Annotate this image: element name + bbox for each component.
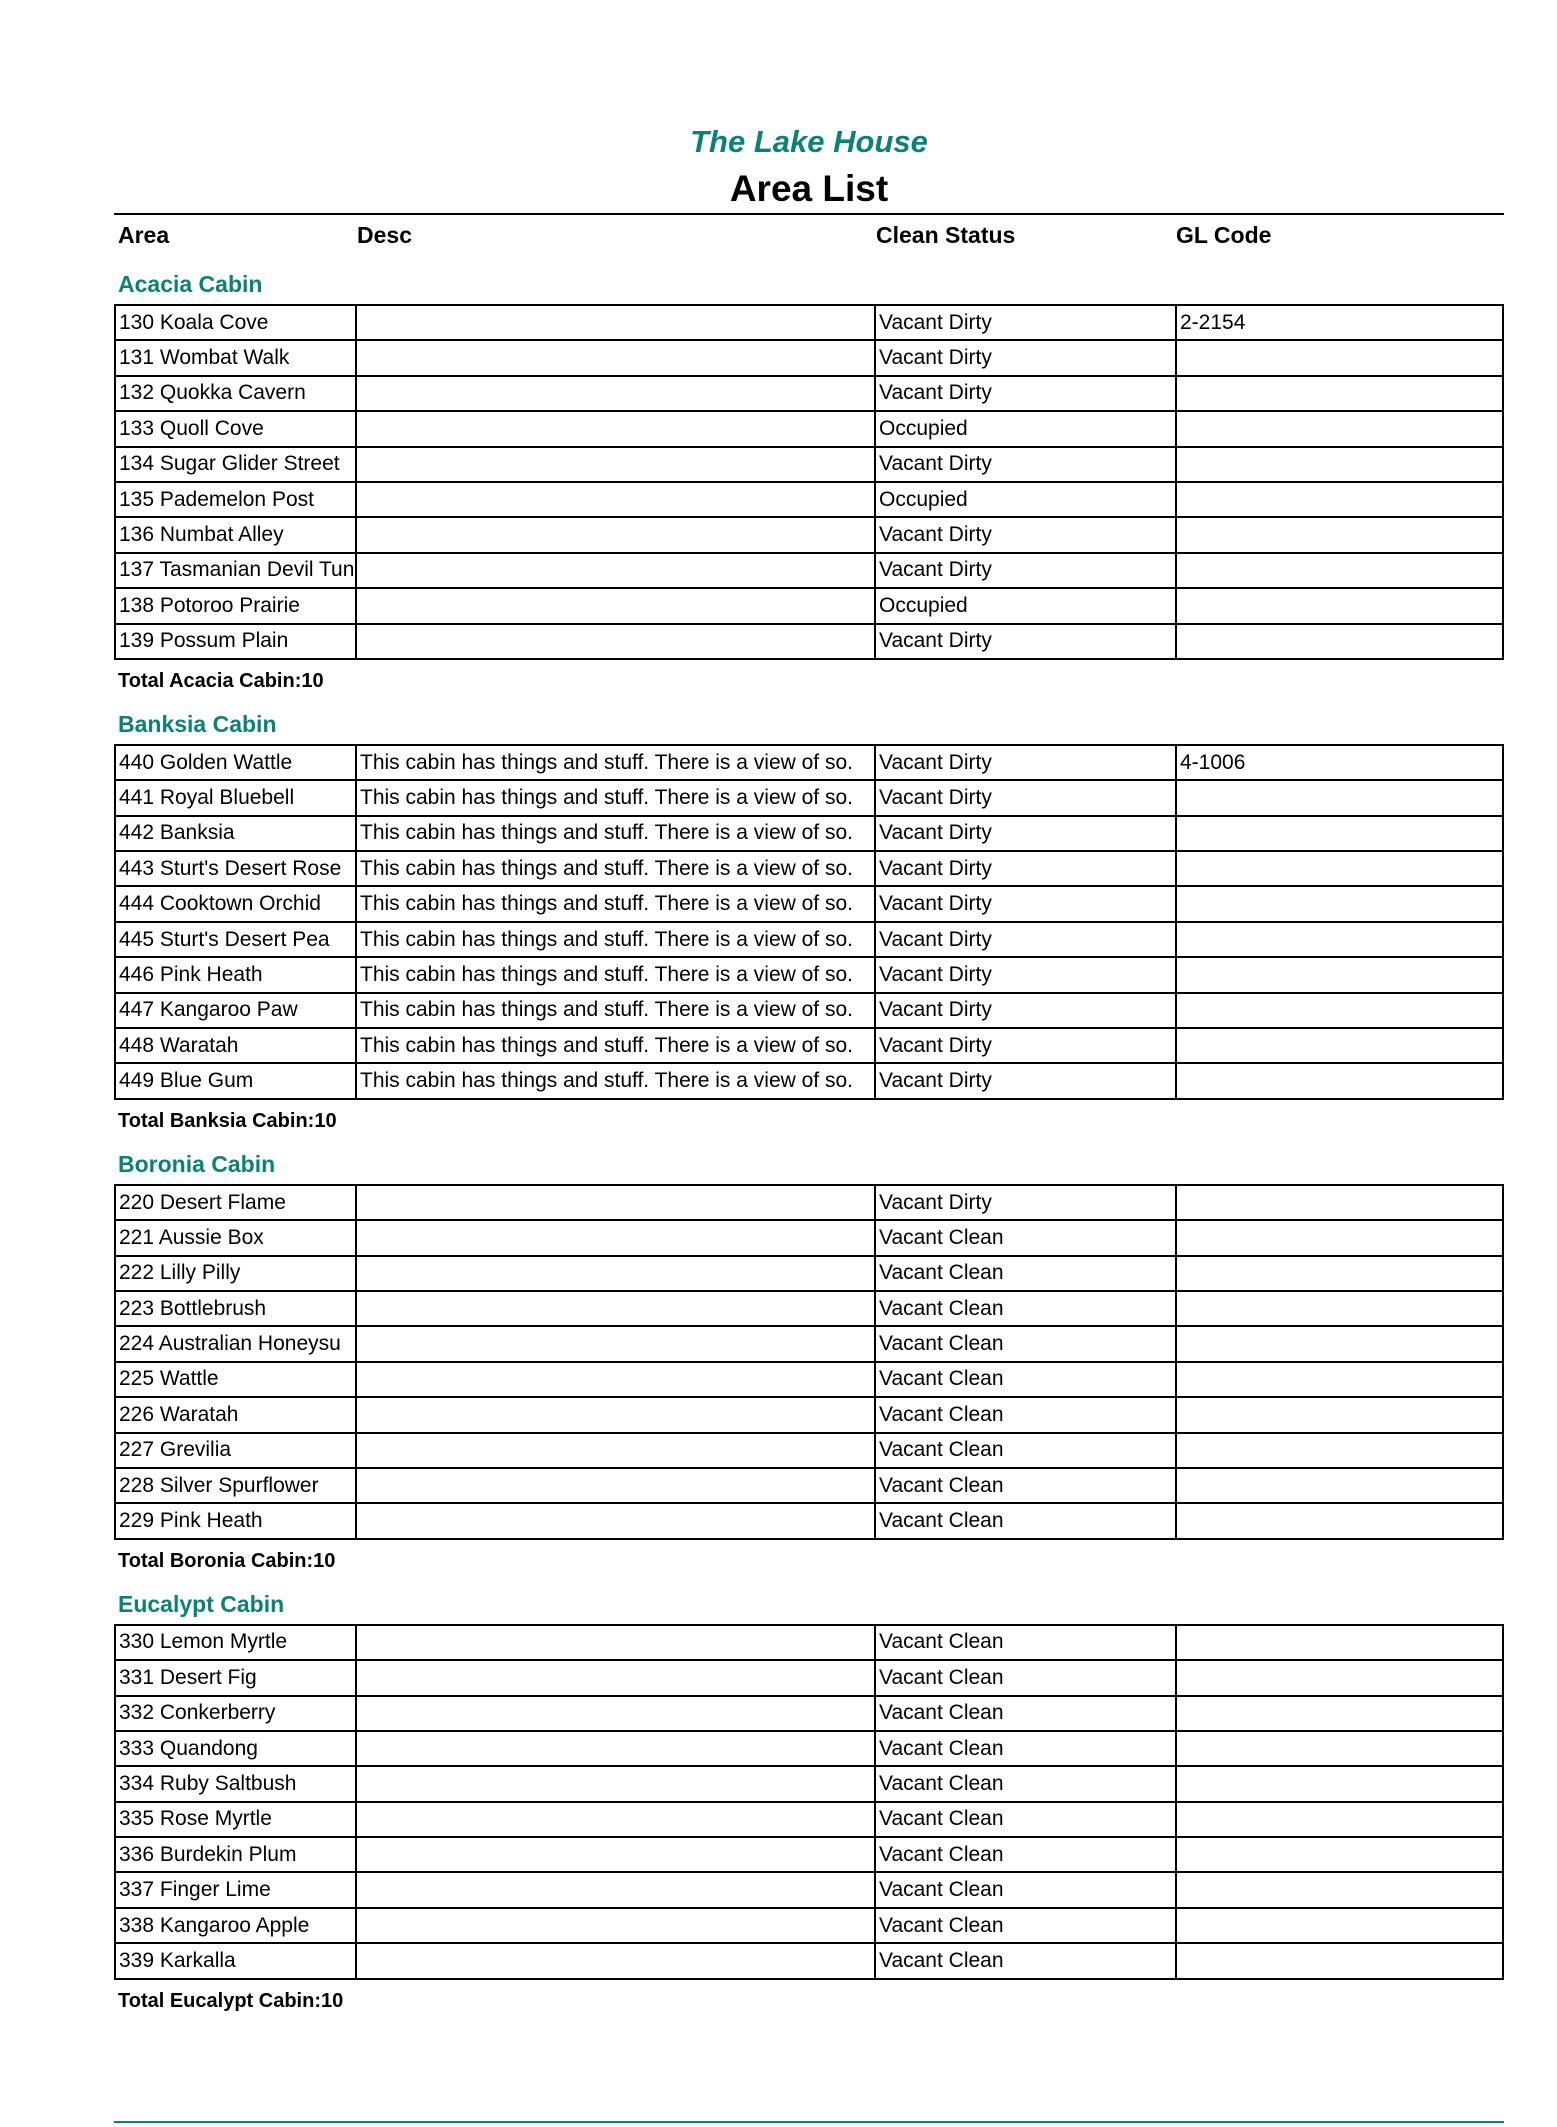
gl-code-cell <box>1176 1220 1503 1255</box>
gl-code-cell <box>1176 780 1503 815</box>
table-row <box>115 780 1503 815</box>
area-cell: 221 Aussie Box <box>115 1220 356 1255</box>
gl-code-cell <box>1176 1837 1503 1872</box>
area-cell: 227 Grevilia <box>115 1433 356 1468</box>
gl-code-cell <box>1176 1908 1503 1943</box>
gl-code-cell <box>1176 1397 1503 1432</box>
table-row <box>115 1063 1503 1098</box>
area-cell: 136 Numbat Alley <box>115 517 356 552</box>
area-cell: 130 Koala Cove <box>115 305 356 340</box>
desc-cell: This cabin has things and stuff. There is a view of so. <box>356 922 875 957</box>
area-group <box>114 704 1504 1142</box>
table-row <box>115 340 1503 375</box>
table-row <box>115 1362 1503 1397</box>
area-cell: 228 Silver Spurflower <box>115 1468 356 1503</box>
group-title: Acacia Cabin <box>118 271 263 297</box>
gl-code-cell <box>1176 517 1503 552</box>
gl-code-cell <box>1176 1362 1503 1397</box>
clean-status-cell: Vacant Dirty <box>875 780 1176 815</box>
clean-status-cell: Vacant Dirty <box>875 851 1176 886</box>
clean-status-cell: Vacant Clean <box>875 1837 1176 1872</box>
table-row <box>115 1291 1503 1326</box>
table-row <box>115 1731 1503 1766</box>
table-row <box>115 1943 1503 1978</box>
desc-cell <box>356 1291 875 1326</box>
gl-code-cell <box>1176 588 1503 623</box>
desc-cell <box>356 553 875 588</box>
area-cell: 134 Sugar Glider Street <box>115 447 356 482</box>
clean-status-cell: Vacant Dirty <box>875 1185 1176 1220</box>
clean-status-cell: Vacant Clean <box>875 1397 1176 1432</box>
clean-status-cell: Vacant Clean <box>875 1433 1176 1468</box>
area-cell: 138 Potoroo Prairie <box>115 588 356 623</box>
table-row <box>115 1256 1503 1291</box>
desc-cell <box>356 340 875 375</box>
table-row <box>115 1837 1503 1872</box>
gl-code-cell <box>1176 1766 1503 1801</box>
clean-status-cell: Vacant Dirty <box>875 376 1176 411</box>
table-row <box>115 1908 1503 1943</box>
desc-cell <box>356 517 875 552</box>
gl-code-cell <box>1176 1872 1503 1907</box>
clean-status-cell: Vacant Dirty <box>875 886 1176 921</box>
gl-code-cell <box>1176 1185 1503 1220</box>
desc-cell <box>356 1872 875 1907</box>
clean-status-cell: Vacant Dirty <box>875 517 1176 552</box>
gl-code-cell <box>1176 1326 1503 1361</box>
gl-code-cell <box>1176 1063 1503 1098</box>
gl-code-cell <box>1176 1028 1503 1063</box>
desc-cell: This cabin has things and stuff. There is a view of so. <box>356 1028 875 1063</box>
desc-cell <box>356 1220 875 1255</box>
desc-cell <box>356 1397 875 1432</box>
area-cell: 337 Finger Lime <box>115 1872 356 1907</box>
area-table <box>114 1624 1504 1980</box>
clean-status-cell: Vacant Dirty <box>875 957 1176 992</box>
table-row <box>115 1433 1503 1468</box>
gl-code-cell <box>1176 816 1503 851</box>
area-cell: 444 Cooktown Orchid <box>115 886 356 921</box>
area-cell: 442 Banksia <box>115 816 356 851</box>
clean-status-cell: Vacant Clean <box>875 1696 1176 1731</box>
gl-code-cell <box>1176 922 1503 957</box>
gl-code-cell <box>1176 340 1503 375</box>
desc-cell <box>356 1256 875 1291</box>
gl-code-cell <box>1176 1433 1503 1468</box>
area-cell: 338 Kangaroo Apple <box>115 1908 356 1943</box>
clean-status-cell: Vacant Dirty <box>875 553 1176 588</box>
area-cell: 225 Wattle <box>115 1362 356 1397</box>
desc-cell: This cabin has things and stuff. There is a view of so. <box>356 816 875 851</box>
desc-cell <box>356 447 875 482</box>
group-title: Boronia Cabin <box>118 1150 276 1177</box>
area-cell: 334 Ruby Saltbush <box>115 1766 356 1801</box>
clean-status-cell: Vacant Clean <box>875 1503 1176 1538</box>
desc-cell: This cabin has things and stuff. There is a view of so. <box>356 780 875 815</box>
clean-status-cell: Vacant Dirty <box>875 993 1176 1028</box>
desc-cell <box>356 1660 875 1695</box>
table-row <box>115 517 1503 552</box>
area-cell: 445 Sturt's Desert Pea <box>115 922 356 957</box>
desc-cell <box>356 624 875 659</box>
desc-cell <box>356 1625 875 1660</box>
table-row <box>115 624 1503 659</box>
desc-cell <box>356 1185 875 1220</box>
area-cell: 441 Royal Bluebell <box>115 780 356 815</box>
area-cell: 224 Australian Honeysu <box>115 1326 356 1361</box>
clean-status-cell: Vacant Clean <box>875 1256 1176 1291</box>
table-row <box>115 482 1503 517</box>
area-cell: 447 Kangaroo Paw <box>115 993 356 1028</box>
desc-cell <box>356 1731 875 1766</box>
clean-status-cell: Vacant Dirty <box>875 816 1176 851</box>
desc-cell <box>356 1943 875 1978</box>
desc-cell: This cabin has things and stuff. There is a view of so. <box>356 851 875 886</box>
clean-status-cell: Vacant Clean <box>875 1908 1176 1943</box>
area-table <box>114 744 1504 1100</box>
column-header-area: Area <box>118 222 170 248</box>
group-title: Banksia Cabin <box>118 710 277 737</box>
area-cell: 137 Tasmanian Devil Tun <box>115 553 356 588</box>
gl-code-cell <box>1176 993 1503 1028</box>
page-title: Area List <box>729 168 889 209</box>
desc-cell <box>356 1326 875 1361</box>
desc-cell: This cabin has things and stuff. There is a view of so. <box>356 886 875 921</box>
clean-status-cell: Vacant Clean <box>875 1362 1176 1397</box>
table-row <box>115 1468 1503 1503</box>
gl-code-cell <box>1176 1291 1503 1326</box>
clean-status-cell: Vacant Clean <box>875 1625 1176 1660</box>
area-cell: 448 Waratah <box>115 1028 356 1063</box>
desc-cell <box>356 1433 875 1468</box>
gl-code-cell <box>1176 1468 1503 1503</box>
table-row <box>115 993 1503 1028</box>
desc-cell <box>356 1766 875 1801</box>
clean-status-cell: Vacant Dirty <box>875 624 1176 659</box>
gl-code-cell <box>1176 1943 1503 1978</box>
table-row <box>115 851 1503 886</box>
gl-code-cell <box>1176 957 1503 992</box>
table-row <box>115 816 1503 851</box>
table-row <box>115 1696 1503 1731</box>
desc-cell <box>356 1468 875 1503</box>
area-table <box>114 1184 1504 1540</box>
gl-code-cell <box>1176 1503 1503 1538</box>
table-row <box>115 922 1503 957</box>
area-cell: 335 Rose Myrtle <box>115 1802 356 1837</box>
clean-status-cell: Vacant Dirty <box>875 1028 1176 1063</box>
area-table <box>114 304 1504 660</box>
desc-cell <box>356 588 875 623</box>
column-header-clean-status: Clean Status <box>876 222 1016 248</box>
area-cell: 443 Sturt's Desert Rose <box>115 851 356 886</box>
table-row <box>115 1028 1503 1063</box>
area-cell: 139 Possum Plain <box>115 624 356 659</box>
gl-code-cell <box>1176 447 1503 482</box>
clean-status-cell: Vacant Clean <box>875 1220 1176 1255</box>
gl-code-cell <box>1176 1256 1503 1291</box>
clean-status-cell: Vacant Dirty <box>875 1063 1176 1098</box>
desc-cell <box>356 376 875 411</box>
table-row <box>115 1503 1503 1538</box>
table-row <box>115 886 1503 921</box>
clean-status-cell: Vacant Clean <box>875 1731 1176 1766</box>
area-cell: 133 Quoll Cove <box>115 411 356 446</box>
area-cell: 330 Lemon Myrtle <box>115 1625 356 1660</box>
gl-code-cell <box>1176 886 1503 921</box>
group-title: Eucalypt Cabin <box>118 1590 285 1617</box>
table-row <box>115 1660 1503 1695</box>
clean-status-cell: Occupied <box>875 588 1176 623</box>
title-divider <box>114 213 1504 215</box>
area-cell: 339 Karkalla <box>115 1943 356 1978</box>
gl-code-cell <box>1176 1802 1503 1837</box>
area-cell: 333 Quandong <box>115 1731 356 1766</box>
clean-status-cell: Vacant Clean <box>875 1326 1176 1361</box>
clean-status-cell: Vacant Clean <box>875 1291 1176 1326</box>
desc-cell <box>356 1362 875 1397</box>
table-row <box>115 1220 1503 1255</box>
area-cell: 449 Blue Gum <box>115 1063 356 1098</box>
area-groups <box>114 262 1504 2024</box>
desc-cell: This cabin has things and stuff. There is a view of so. <box>356 745 875 780</box>
group-total: Total Eucalypt Cabin:10 <box>118 1989 344 2012</box>
gl-code-cell <box>1176 553 1503 588</box>
area-cell: 223 Bottlebrush <box>115 1291 356 1326</box>
gl-code-cell <box>1176 376 1503 411</box>
gl-code-cell <box>1176 851 1503 886</box>
area-cell: 220 Desert Flame <box>115 1185 356 1220</box>
gl-code-cell: 2-2154 <box>1176 305 1503 340</box>
desc-cell <box>356 482 875 517</box>
area-cell: 229 Pink Heath <box>115 1503 356 1538</box>
area-cell: 332 Conkerberry <box>115 1696 356 1731</box>
clean-status-cell: Vacant Clean <box>875 1943 1176 1978</box>
gl-code-cell <box>1176 411 1503 446</box>
area-cell: 226 Waratah <box>115 1397 356 1432</box>
desc-cell: This cabin has things and stuff. There is a view of so. <box>356 1063 875 1098</box>
table-row <box>115 1326 1503 1361</box>
desc-cell <box>356 305 875 340</box>
group-total: Total Banksia Cabin:10 <box>118 1109 337 1132</box>
table-row <box>115 305 1503 340</box>
table-row <box>115 745 1503 780</box>
clean-status-cell: Vacant Clean <box>875 1660 1176 1695</box>
area-cell: 440 Golden Wattle <box>115 745 356 780</box>
area-group <box>114 1144 1504 1582</box>
clean-status-cell: Vacant Clean <box>875 1802 1176 1837</box>
clean-status-cell: Vacant Dirty <box>875 305 1176 340</box>
desc-cell: This cabin has things and stuff. There is a view of so. <box>356 993 875 1028</box>
area-group <box>114 1584 1504 2022</box>
clean-status-cell: Vacant Clean <box>875 1872 1176 1907</box>
clean-status-cell: Vacant Dirty <box>875 447 1176 482</box>
group-total: Total Acacia Cabin:10 <box>118 669 324 692</box>
area-cell: 131 Wombat Walk <box>115 340 356 375</box>
desc-cell: This cabin has things and stuff. There is a view of so. <box>356 957 875 992</box>
desc-cell <box>356 1503 875 1538</box>
gl-code-cell <box>1176 1696 1503 1731</box>
group-total: Total Boronia Cabin:10 <box>118 1549 336 1572</box>
clean-status-cell: Occupied <box>875 482 1176 517</box>
gl-code-cell <box>1176 1660 1503 1695</box>
gl-code-cell <box>1176 1625 1503 1660</box>
table-row <box>115 553 1503 588</box>
table-row <box>115 1766 1503 1801</box>
area-cell: 331 Desert Fig <box>115 1660 356 1695</box>
gl-code-cell <box>1176 1731 1503 1766</box>
desc-cell <box>356 411 875 446</box>
table-row <box>115 588 1503 623</box>
clean-status-cell: Vacant Clean <box>875 1468 1176 1503</box>
column-headers <box>114 222 1504 254</box>
gl-code-cell: 4-1006 <box>1176 745 1503 780</box>
table-row <box>115 376 1503 411</box>
gl-code-cell <box>1176 624 1503 659</box>
column-header-desc: Desc <box>357 222 412 248</box>
area-cell: 446 Pink Heath <box>115 957 356 992</box>
clean-status-cell: Vacant Dirty <box>875 745 1176 780</box>
clean-status-cell: Vacant Clean <box>875 1766 1176 1801</box>
area-cell: 336 Burdekin Plum <box>115 1837 356 1872</box>
clean-status-cell: Vacant Dirty <box>875 922 1176 957</box>
table-row <box>115 1185 1503 1220</box>
clean-status-cell: Occupied <box>875 411 1176 446</box>
area-group <box>114 264 1504 702</box>
desc-cell <box>356 1696 875 1731</box>
table-row <box>115 957 1503 992</box>
table-row <box>115 1872 1503 1907</box>
brand-title: The Lake House <box>690 124 928 159</box>
desc-cell <box>356 1908 875 1943</box>
area-cell: 222 Lilly Pilly <box>115 1256 356 1291</box>
clean-status-cell: Vacant Dirty <box>875 340 1176 375</box>
table-row <box>115 1397 1503 1432</box>
table-row <box>115 447 1503 482</box>
footer-divider <box>114 2121 1504 2123</box>
gl-code-cell <box>1176 482 1503 517</box>
table-row <box>115 1625 1503 1660</box>
area-cell: 132 Quokka Cavern <box>115 376 356 411</box>
desc-cell <box>356 1837 875 1872</box>
column-header-gl-code: GL Code <box>1176 222 1272 248</box>
table-row <box>115 1802 1503 1837</box>
area-cell: 135 Pademelon Post <box>115 482 356 517</box>
desc-cell <box>356 1802 875 1837</box>
table-row <box>115 411 1503 446</box>
